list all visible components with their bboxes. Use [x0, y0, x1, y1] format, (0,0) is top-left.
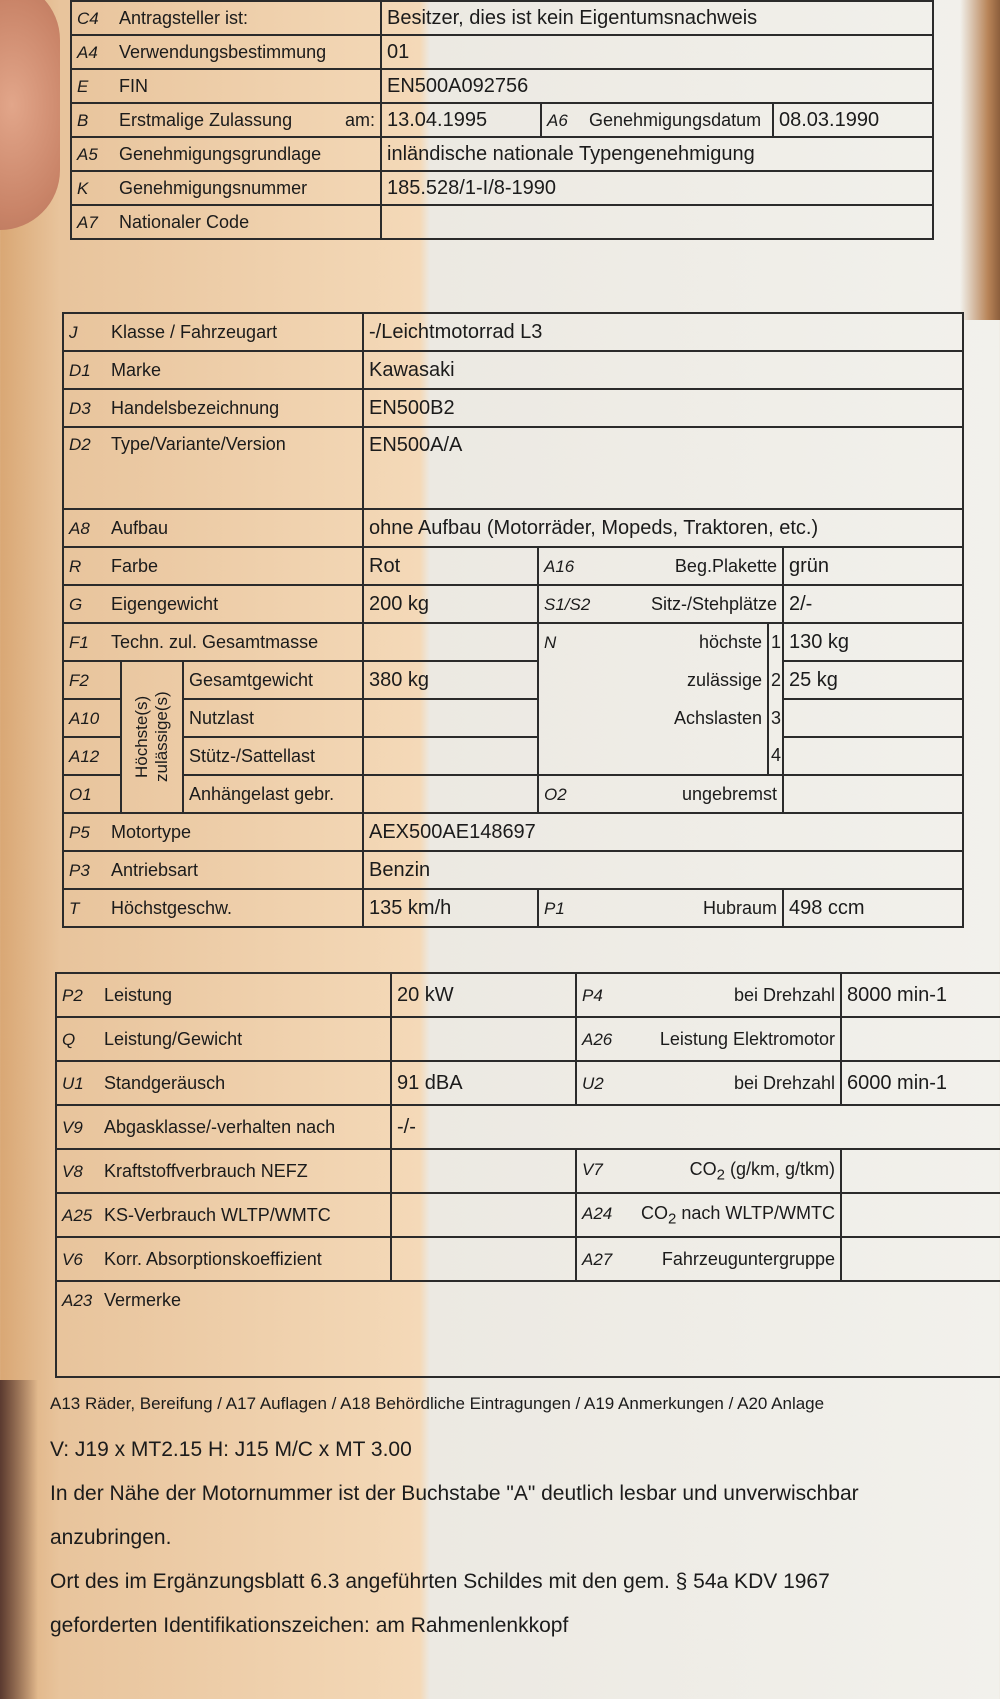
remarks-line: anzubringen. [50, 1526, 172, 1549]
field-value: Besitzer, dies ist kein Eigentumsnachweis [381, 1, 933, 35]
row-t: T Höchstgeschw. 135 km/h P1 Hubraum 498 ccm [63, 889, 963, 927]
remarks-section [50, 1380, 1000, 1648]
remarks-header: A13 Räder, Bereifung / A17 Auflagen / A18 Behördliche Eintragungen / A19 Anmerkungen / A20 Anlage [50, 1394, 825, 1413]
field-value: 08.03.1990 [773, 103, 933, 137]
hand-shadow [0, 1380, 38, 1699]
row-a7: A7 Nationaler Code [71, 205, 933, 239]
row-f1: F1 Techn. zul. Gesamtmasse N höchste 1 130 kg [63, 623, 963, 661]
row-v9: V9 Abgasklasse/-verhalten nach -/- [56, 1105, 1000, 1149]
row-o1: O1 Anhängelast gebr. O2 ungebremst [63, 775, 963, 813]
performance-table [55, 972, 1000, 1378]
row-d2: D2 Type/Variante/Version EN500A/A [63, 427, 963, 509]
row-f2: F2 Höchste(s) zulässige(s) Gesamtgewicht 380 kg zulässige 2 25 kg [63, 661, 963, 699]
row-a5: A5 Genehmigungsgrundlage inländische nationale Typengenehmigung [71, 137, 933, 171]
field-value [381, 205, 933, 239]
row-d1: D1 Marke Kawasaki [63, 351, 963, 389]
remarks-line: V: J19 x MT2.15 H: J15 M/C x MT 3.00 [50, 1438, 412, 1461]
row-a25: A25 KS-Verbrauch WLTP/WMTC A24 $CO_2$ nach WLTP/WMTC [56, 1193, 1000, 1237]
row-d3: D3 Handelsbezeichnung EN500B2 [63, 389, 963, 427]
field-value: 13.04.1995 [381, 103, 541, 137]
table-edge-shadow [960, 0, 1000, 320]
row-q: Q Leistung/Gewicht A26 Leistung Elektromotor [56, 1017, 1000, 1061]
remarks-line: geforderten Identifikationszeichen: am Rahmenlenkkopf [50, 1614, 569, 1637]
field-value: 01 [381, 35, 933, 69]
row-r: R Farbe Rot A16 Beg.Plakette grün [63, 547, 963, 585]
field-value: 185.528/1-I/8-1990 [381, 171, 933, 205]
row-b: B Erstmalige Zulassung am: 13.04.1995 A6 Genehmigungsdatum 08.03.1990 [71, 103, 933, 137]
row-a23: A23 Vermerke [56, 1281, 1000, 1377]
vehicle-table [62, 312, 964, 928]
row-a12: A12 Stütz-/Sattellast 4 [63, 737, 963, 775]
row-p2: P2 Leistung 20 kW P4 bei Drehzahl 8000 min-1 [56, 973, 1000, 1017]
row-c4: C4 Antragsteller ist: Besitzer, dies ist kein Eigentumsnachweis [71, 1, 933, 35]
remarks-line: Ort des im Ergänzungsblatt 6.3 angeführten Schildes mit den gem. § 54a KDV 1967 [50, 1570, 830, 1593]
thumb [0, 0, 60, 230]
row-p3: P3 Antriebsart Benzin [63, 851, 963, 889]
row-u1: U1 Standgeräusch 91 dBA U2 bei Drehzahl 6000 min-1 [56, 1061, 1000, 1105]
field-value: inländische nationale Typengenehmigung [381, 137, 933, 171]
row-a4: A4 Verwendungsbestimmung 01 [71, 35, 933, 69]
row-j: J Klasse / Fahrzeugart -/Leichtmotorrad L3 [63, 313, 963, 351]
row-e: E FIN EN500A092756 [71, 69, 933, 103]
row-p5: P5 Motortype AEX500AE148697 [63, 813, 963, 851]
row-a8: A8 Aufbau ohne Aufbau (Motorräder, Mopeds, Traktoren, etc.) [63, 509, 963, 547]
row-a10: A10 Nutzlast Achslasten 3 [63, 699, 963, 737]
registration-table [70, 0, 934, 240]
row-g: G Eigengewicht 200 kg S1/S2 Sitz-/Stehplätze 2/- [63, 585, 963, 623]
row-k: K Genehmigungsnummer 185.528/1-I/8-1990 [71, 171, 933, 205]
field-value: EN500A092756 [381, 69, 933, 103]
remarks-line: In der Nähe der Motornummer ist der Buchstabe "A" deutlich lesbar und unverwischbar [50, 1482, 859, 1505]
row-v6: V6 Korr. Absorptionskoeffizient A27 Fahrzeuguntergruppe [56, 1237, 1000, 1281]
row-v8: V8 Kraftstoffverbrauch NEFZ V7 $CO_2$ (g/km, g/tkm) [56, 1149, 1000, 1193]
